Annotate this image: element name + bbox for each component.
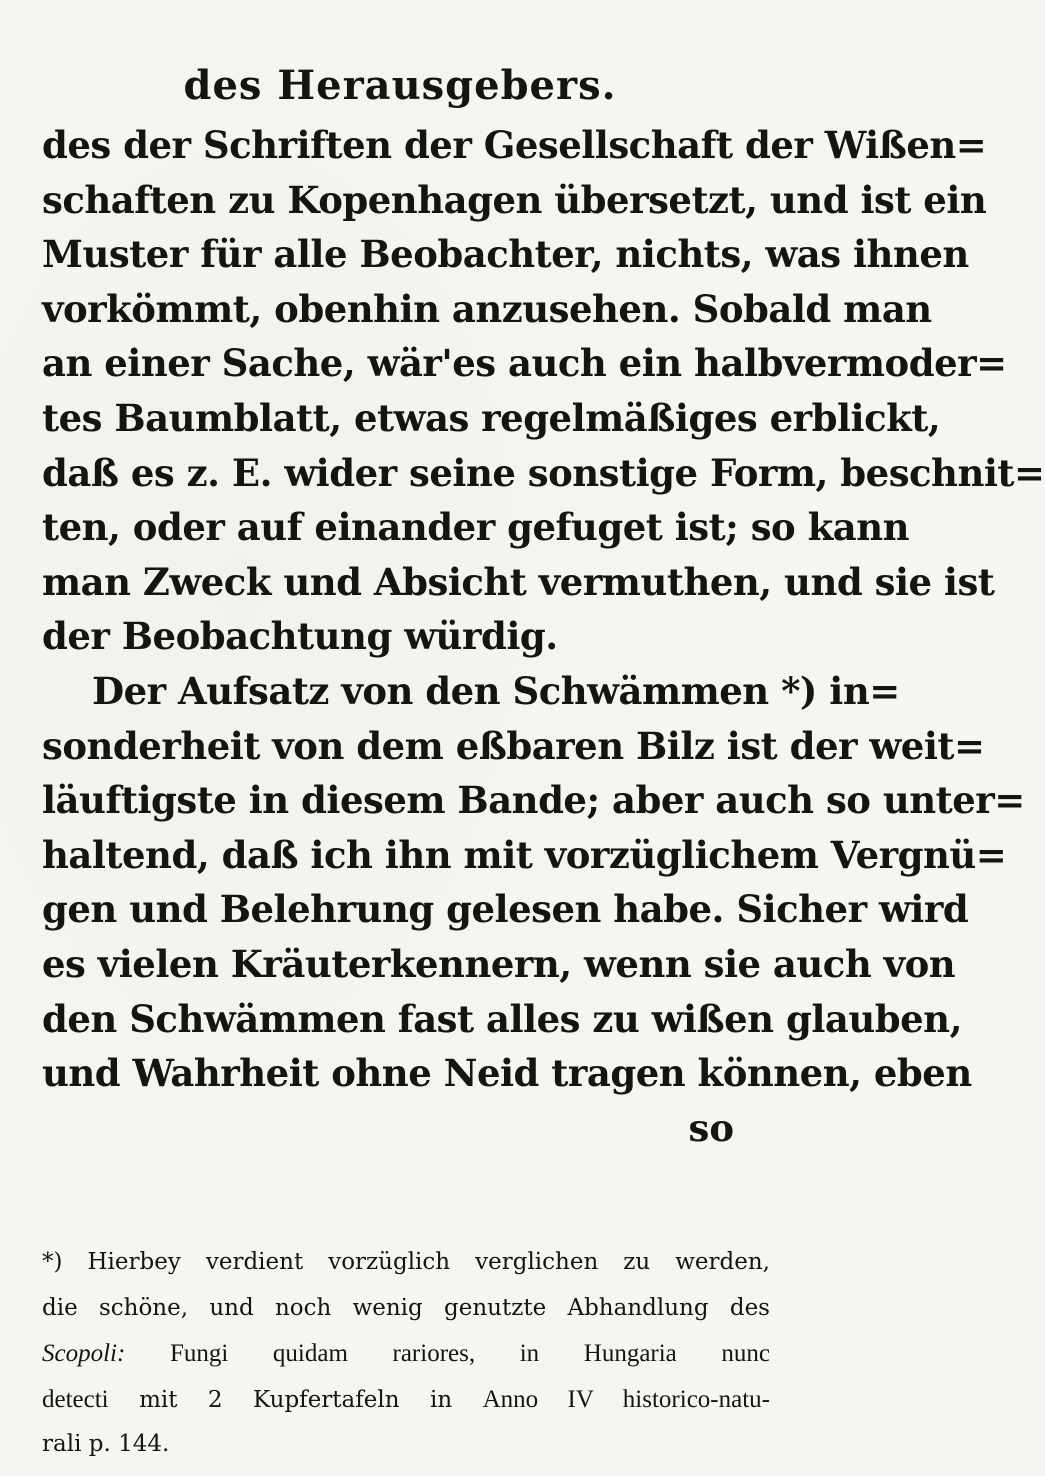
text-line: man Zweck und Absicht vermuthen, und sie ist xyxy=(42,559,995,604)
text-line: gen und Belehrung gelesen habe. Sicher wird xyxy=(42,887,969,932)
text-line: es vielen Kräuterkennern, wenn sie auch von xyxy=(42,941,956,986)
text-line: des der Schriften der Gesellschaft der Wißen= xyxy=(42,123,987,167)
running-header: des Herausgebers. xyxy=(183,62,617,109)
footnote-line xyxy=(42,1331,770,1377)
footnote-latin-title: Fungi quidam rariores, in Hungaria nunc xyxy=(125,1340,770,1367)
text-line: Der Aufsatz von den Schwämmen *) in= xyxy=(92,668,900,713)
text-line: läuftigste in diesem Bande; aber auch so unter= xyxy=(42,778,1025,823)
text-line: schaften zu Kopenhagen übersetzt, und ist ein xyxy=(42,177,987,222)
footnote-german: mit 2 Kupfertafeln in xyxy=(108,1386,483,1413)
footnote-latin: Anno IV historico-natu- xyxy=(482,1385,770,1413)
text-line: vorkömmt, obenhin anzusehen. Sobald man xyxy=(42,286,932,331)
main-text xyxy=(42,118,1045,1155)
text-line: Muster für alle Beobachter, nichts, was ihnen xyxy=(42,232,969,277)
text-line: und Wahrheit ohne Neid tragen können, eben xyxy=(42,1051,972,1096)
footnote xyxy=(42,1240,770,1468)
text-line: ten, oder auf einander gefuget ist; so kann xyxy=(42,505,910,550)
footnote-latin: detecti xyxy=(42,1385,109,1413)
text-line: an einer Sache, wär'es auch ein halbvermoder= xyxy=(42,341,1007,386)
text-line: tes Baumblatt, etwas regelmäßiges erblickt, xyxy=(42,395,941,440)
footnote-line xyxy=(42,1377,770,1423)
text-line: den Schwämmen fast alles zu wißen glauben, xyxy=(42,996,962,1041)
text-line: haltend, daß ich ihn mit vorzüglichem Vergnü= xyxy=(42,832,1007,877)
text-line: daß es z. E. wider seine sonstige Form, beschnit= xyxy=(42,450,1045,495)
text-line: sonderheit von dem eßbaren Bilz ist der weit= xyxy=(42,723,985,768)
catchword: so xyxy=(688,1105,734,1150)
text-line: der Beobachtung würdig. xyxy=(42,614,558,659)
footnote-line: die schöne, und noch wenig genutzte Abhandlung des xyxy=(42,1294,770,1321)
footnote-line: rali p. 144. xyxy=(42,1431,170,1457)
footnote-line: *) Hierbey verdient vorzüglich verglichen zu werden, xyxy=(42,1249,770,1275)
footnote-author: Scopoli: xyxy=(42,1340,126,1367)
